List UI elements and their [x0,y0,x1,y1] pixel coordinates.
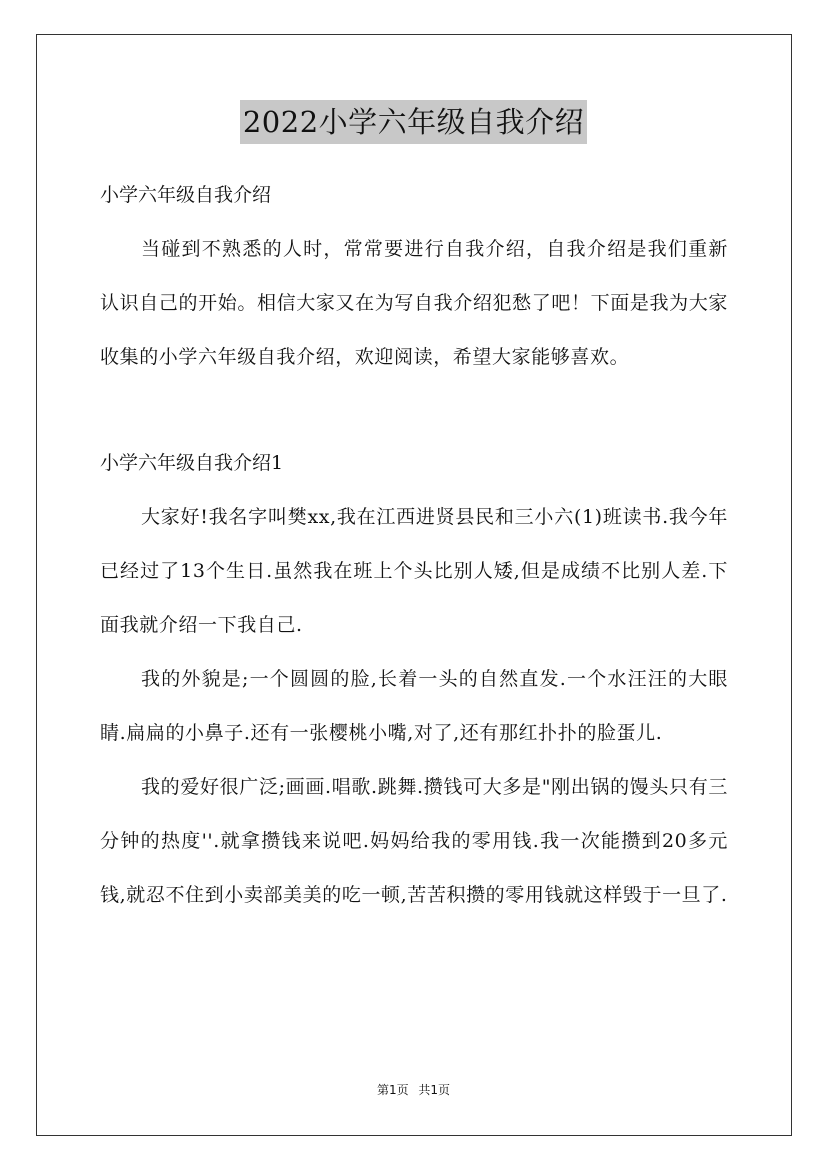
body-paragraph: 大家好!我名字叫樊xx,我在江西进贤县民和三小六(1)班读书.我今年已经过了13个生日.虽然我在班上个头比别人矮,但是成绩不比别人差.下面我就介绍一下我自己. [100,506,728,636]
intro-heading: 小学六年级自我介绍 [100,184,272,206]
section-heading: 小学六年级自我介绍1 [100,452,284,474]
body-paragraph: 我的爱好很广泛;画画.唱歌.跳舞.攒钱可大多是"刚出锅的馒头只有三分钟的热度''.就拿攒钱来说吧.妈妈给我的零用钱.我一次能攒到20多元钱,就忍不住到小卖部美美的吃一顿,苦苦积攒的零用钱就这样毁于一旦了. [100,776,728,906]
page-footer [0,1081,827,1098]
title-container [0,100,827,144]
document-body [100,168,728,922]
intro-paragraph: 当碰到不熟悉的人时，常常要进行自我介绍，自我介绍是我们重新认识自己的开始。相信大家又在为写自我介绍犯愁了吧！下面是我为大家收集的小学六年级自我介绍，欢迎阅读，希望大家能够喜欢。 [100,238,728,368]
page-number: 第1页 [376,1083,409,1097]
body-paragraph: 我的外貌是;一个圆圆的脸,长着一头的自然直发.一个水汪汪的大眼睛.扁扁的小鼻子.还有一张樱桃小嘴,对了,还有那红扑扑的脸蛋儿. [100,668,728,744]
section-spacer [100,384,728,436]
page-total: 共1页 [418,1083,451,1097]
document-title: 2022小学六年级自我介绍 [240,100,587,144]
